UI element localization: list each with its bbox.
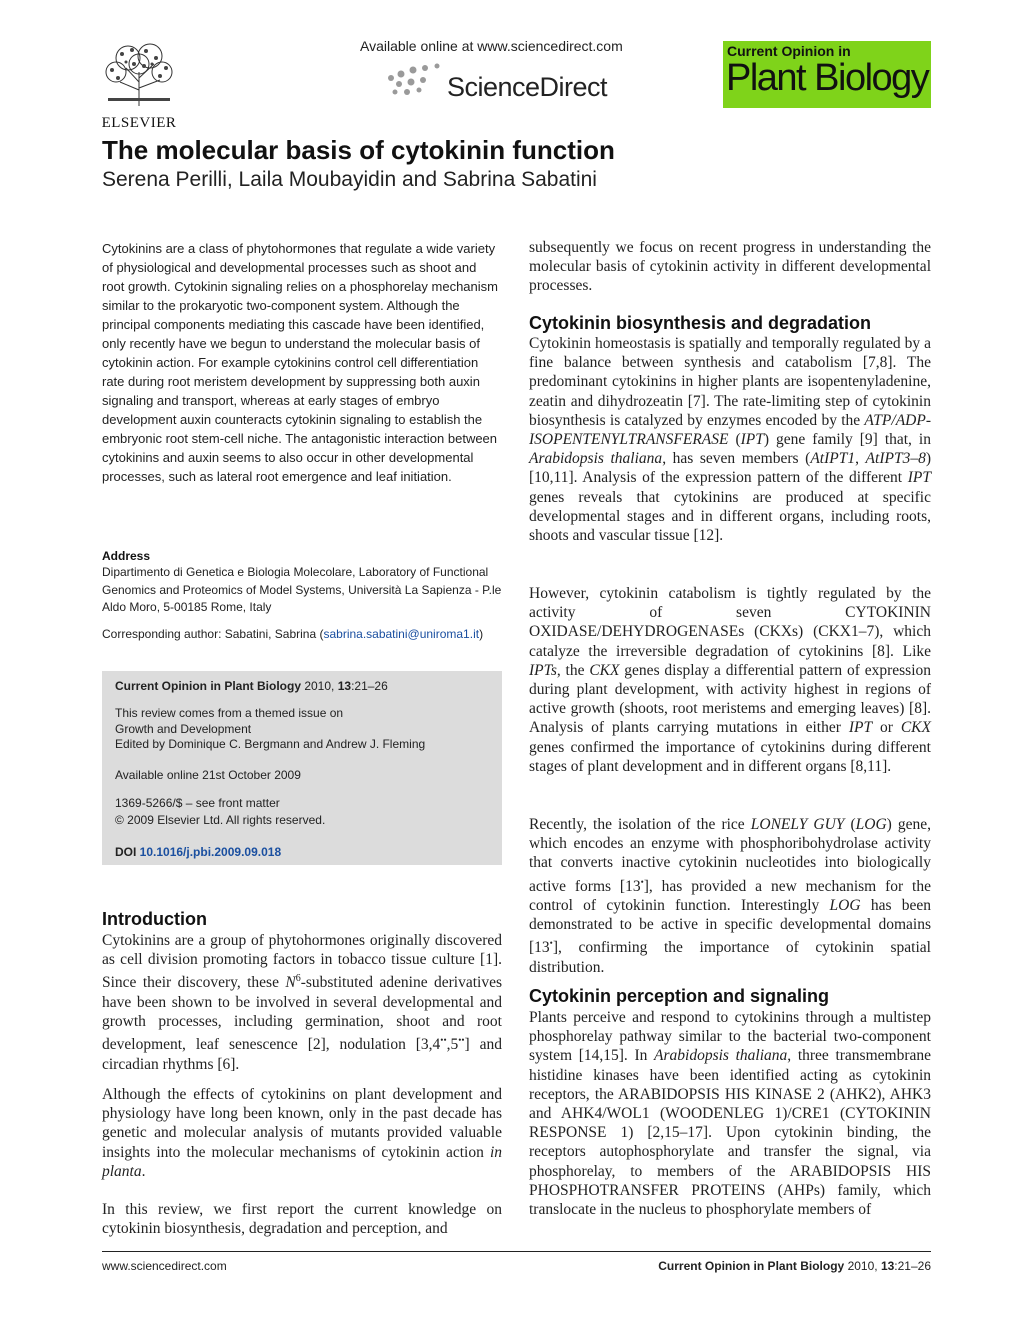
corresponding-author bbox=[102, 627, 502, 641]
journal-logo bbox=[723, 41, 931, 108]
address-text: Dipartimento di Genetica e Biologia Molecolare, Laboratory of Functional Genomics and Proteomics of Model Systems, Università La Sapienza - P.le Aldo Moro, 5-00185 Rome, Italy bbox=[102, 565, 502, 614]
info-volume: 13 bbox=[337, 679, 352, 693]
intro-paragraph-3: In this review, we first report the current knowledge on cytokinin biosynthesis, degradation and perception, and bbox=[102, 1201, 502, 1238]
info-editors: Edited by Dominique C. Bergmann and Andrew J. Fleming bbox=[115, 737, 426, 751]
footer-pages: :21–26 bbox=[894, 1259, 931, 1273]
biosynthesis-heading: Cytokinin biosynthesis and degradation bbox=[529, 313, 872, 333]
sciencedirect-dots-icon bbox=[385, 60, 447, 104]
available-online-text: Available online at www.sciencedirect.com bbox=[360, 38, 623, 54]
footer-journal: Current Opinion in Plant Biology bbox=[658, 1259, 845, 1273]
address-heading: Address bbox=[102, 549, 151, 563]
info-citation bbox=[115, 678, 388, 694]
intro-paragraph-2: Although the effects of cytokinins on plant development and physiology have long been known, only in the past decade has genetic and molecular analysis of mutants provided valuable insights into the molecular mechanisms of cytokinin action in planta. bbox=[102, 1086, 502, 1180]
biosynthesis-paragraph-3: Recently, the isolation of the rice LONELY GUY (LOG) gene, which encodes an enzyme with phosphoribohydrolase activity that converts inactive cytokinin nucleotides into biologically active forms [13•], has provided a new mechanism for the control of cytokinin function. Interestingly LOG has been demonstrated to be active in specific developmental domains [13•], confirming the importance of cytokinin spatial distribution. bbox=[529, 816, 932, 976]
journal-logo-line1: Current Opinion in bbox=[727, 43, 851, 59]
footer-volume: 13 bbox=[880, 1259, 895, 1273]
sciencedirect-logo[interactable] bbox=[385, 60, 625, 104]
biosynthesis-paragraph-1: Cytokinin homeostasis is spatially and temporally regulated by a fine balance between synthesis and catabolism [7,8]. The predominant cytokinins in higher plants are isopentenyladenine, zeatin and dihydrozeatin [7]. The rate-limiting step of cytokinin biosynthesis is catalyzed by enzymes encoded by the ATP/ADP-ISOPENTENYLTRANSFERASE (IPT) gene family [9] that, in Arabidopsis thaliana, has seven members (AtIPT1, AtIPT3–8) [10,11]. Analysis of the expression pattern of the different IPT genes reveals that cytokinins are produced at specific developmental stages and in different organs, including roots, shoots and vascular tissue [12]. bbox=[529, 335, 931, 545]
info-themed-line1: This review comes from a themed issue on bbox=[115, 706, 344, 720]
info-year: 2010, bbox=[301, 679, 338, 693]
corresponding-author-label: Corresponding author: Sabatini, Sabrina ( bbox=[102, 627, 324, 641]
intro-paragraph-1: Cytokinins are a group of phytohormones originally discovered as cell division promoting factors in tobacco tissue culture [1]. Since their discovery, these $N^6$-substituted adenine derivatives have been shown to be involved in several developmental and growth processes, including germination, shoot and root development, leaf senescence [2], nodulation [3,4••,5••] and circadian rhythms [6]. bbox=[102, 932, 502, 1073]
footer-divider bbox=[102, 1251, 931, 1252]
elsevier-wordmark: ELSEVIER bbox=[101, 115, 177, 131]
info-doi bbox=[115, 844, 281, 860]
author-email-link[interactable]: sabrina.sabatini@uniroma1.it bbox=[323, 627, 480, 641]
elsevier-logo bbox=[98, 42, 180, 131]
sciencedirect-wordmark: ScienceDirect bbox=[447, 72, 608, 102]
info-doi-label: DOI bbox=[115, 845, 140, 859]
info-copyright: © 2009 Elsevier Ltd. All rights reserved. bbox=[115, 813, 326, 827]
doi-link[interactable]: 10.1016/j.pbi.2009.09.018 bbox=[139, 845, 282, 859]
info-journal: Current Opinion in Plant Biology bbox=[115, 679, 301, 693]
article-info-box bbox=[102, 671, 502, 865]
abstract: Cytokinins are a class of phytohormones that regulate a wide variety of physiological and developmental processes such as shoot and root growth. Cytokinin signaling relies on a phosphorelay mechanism similar to the prokaryotic two-component system. Although the principal components mediating this cascade have been identified, only recently have we begun to understand the molecular basis of cytokinin action. For example cytokinins control cell differentiation rate during root meristem development by suppressing both auxin signaling and transport, whereas at early stages of embryo development auxin counteracts cytokinin signaling to establish the embryonic root stem-cell niche. The antagonistic interaction between cytokinins and auxin seems to also occur in other developmental processes, such as lateral root emergence and leaf initiation. bbox=[102, 241, 498, 484]
footer-website[interactable]: www.sciencedirect.com bbox=[102, 1259, 227, 1273]
info-available: Available online 21st October 2009 bbox=[115, 768, 301, 782]
review-scope-paragraph: subsequently we focus on recent progress in understanding the molecular basis of cytokinin activity in different developmental processes. bbox=[529, 239, 931, 295]
introduction-heading: Introduction bbox=[102, 909, 207, 929]
journal-logo-line2: Plant Biology bbox=[726, 57, 929, 99]
perception-heading: Cytokinin perception and signaling bbox=[529, 986, 830, 1006]
article-authors: Serena Perilli, Laila Moubayidin and Sabrina Sabatini bbox=[102, 168, 597, 191]
article-title: The molecular basis of cytokinin function bbox=[102, 135, 615, 165]
biosynthesis-paragraph-2: However, cytokinin catabolism is tightly regulated by the activity of seven CYTOKININ OXIDASE/DEHYDROGENASEs (CKXs) (CKX1–7), which catalyze the irreversible degradation of cytokinins [8]. Like IPTs, the CKX genes display a differential pattern of expression during plant development, with activity highest in regions of active growth (shoots, root meristems and emerging leaves) [8]. Analysis of plants carrying mutations in either IPT or CKX genes confirmed the importance of cytokinins during different stages of plant development and in different organs [8,11]. bbox=[529, 585, 931, 775]
info-pages: :21–26 bbox=[351, 679, 388, 693]
elsevier-tree-icon bbox=[98, 42, 180, 108]
corresponding-close: ) bbox=[479, 627, 484, 641]
info-issn: 1369-5266/$ – see front matter bbox=[115, 796, 280, 810]
info-themed-line2: Growth and Development bbox=[115, 722, 252, 736]
footer-year: 2010, bbox=[844, 1259, 881, 1273]
perception-paragraph-1: Plants perceive and respond to cytokinins through a multistep phosphorelay pathway similar to the bacterial two-component system [14,15]. In Arabidopsis thaliana, three transmembrane histidine kinases have been identified acting as cytokinin receptors, the ARABIDOPSIS HIS KINASE 2 (AHK2), AHK3 and AHK4/WOL1 (WOODENLEG 1)/CRE1 (CYTOKININ RESPONSE 1) [2,15–17]. Upon cytokinin binding, the receptors autophosphorylate and transfer the signal, via phosphorelay, to members of the ARABIDOPSIS HIS PHOSPHOTRANSFER PROTEINS (AHPs) family, which translocate in the nucleus to phosphorylate members of bbox=[529, 1009, 931, 1219]
footer-citation bbox=[658, 1259, 931, 1273]
